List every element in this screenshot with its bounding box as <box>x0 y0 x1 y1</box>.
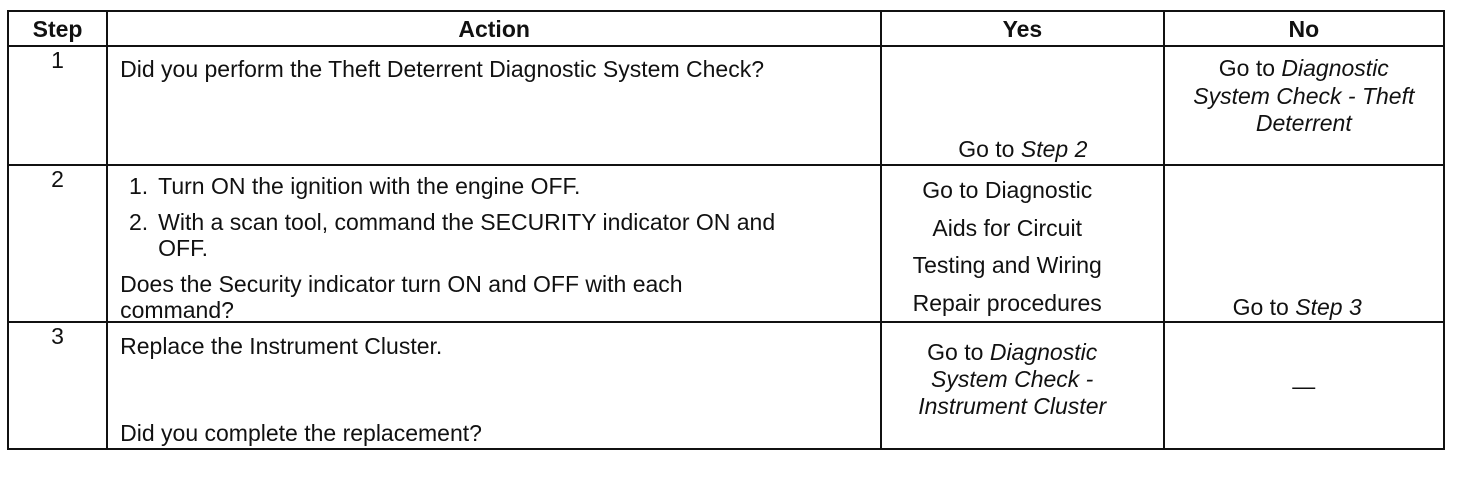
header-step: Step <box>8 11 107 46</box>
action-question: Did you perform the Theft Deterrent Diagnostic System Check? <box>120 56 764 82</box>
table-row <box>8 46 1444 165</box>
action-cell <box>107 165 881 322</box>
no-instruction: Go to Diagnostic System Check - Theft Deterrent <box>1193 55 1415 136</box>
list-item: 1. Turn ON the ignition with the engine OFF. <box>128 173 581 199</box>
action-question: Did you complete the replacement? <box>120 420 482 446</box>
action-cell <box>107 46 881 165</box>
no-cell <box>1164 46 1444 165</box>
header-yes: Yes <box>881 11 1163 46</box>
header-no: No <box>1164 11 1444 46</box>
header-row <box>8 11 1444 46</box>
step-number: 2 <box>8 165 107 322</box>
step-reference: Step 2 <box>1020 136 1088 162</box>
diagnostic-table <box>7 10 1445 450</box>
step-number: 1 <box>8 46 107 165</box>
yes-instruction: Go to Diagnostic System Check - Instrument Cluster <box>918 339 1107 419</box>
yes-cell <box>881 322 1163 449</box>
yes-cell <box>881 165 1163 322</box>
action-question: Does the Security indicator turn ON and OFF with each command? <box>120 271 683 323</box>
yes-instruction: Go to Diagnostic Aids for Circuit Testing and Wiring Repair procedures <box>912 177 1102 316</box>
no-instruction: Go to Step 3 <box>1232 294 1362 320</box>
header-action: Action <box>107 11 881 46</box>
action-steps-list <box>108 173 828 261</box>
step-reference: Step 3 <box>1295 294 1362 320</box>
action-cell <box>107 322 881 449</box>
step-number: 3 <box>8 322 107 449</box>
action-instruction: Replace the Instrument Cluster. <box>120 333 443 359</box>
yes-cell <box>881 46 1163 165</box>
no-cell <box>1164 165 1444 322</box>
list-item: 2. With a scan tool, command the SECURITY indicator ON and OFF. <box>128 209 776 261</box>
no-cell <box>1164 322 1444 449</box>
no-value: — <box>1292 373 1316 399</box>
table-row <box>8 322 1444 449</box>
yes-instruction: Go to Step 2 <box>958 136 1088 162</box>
table-row <box>8 165 1444 322</box>
